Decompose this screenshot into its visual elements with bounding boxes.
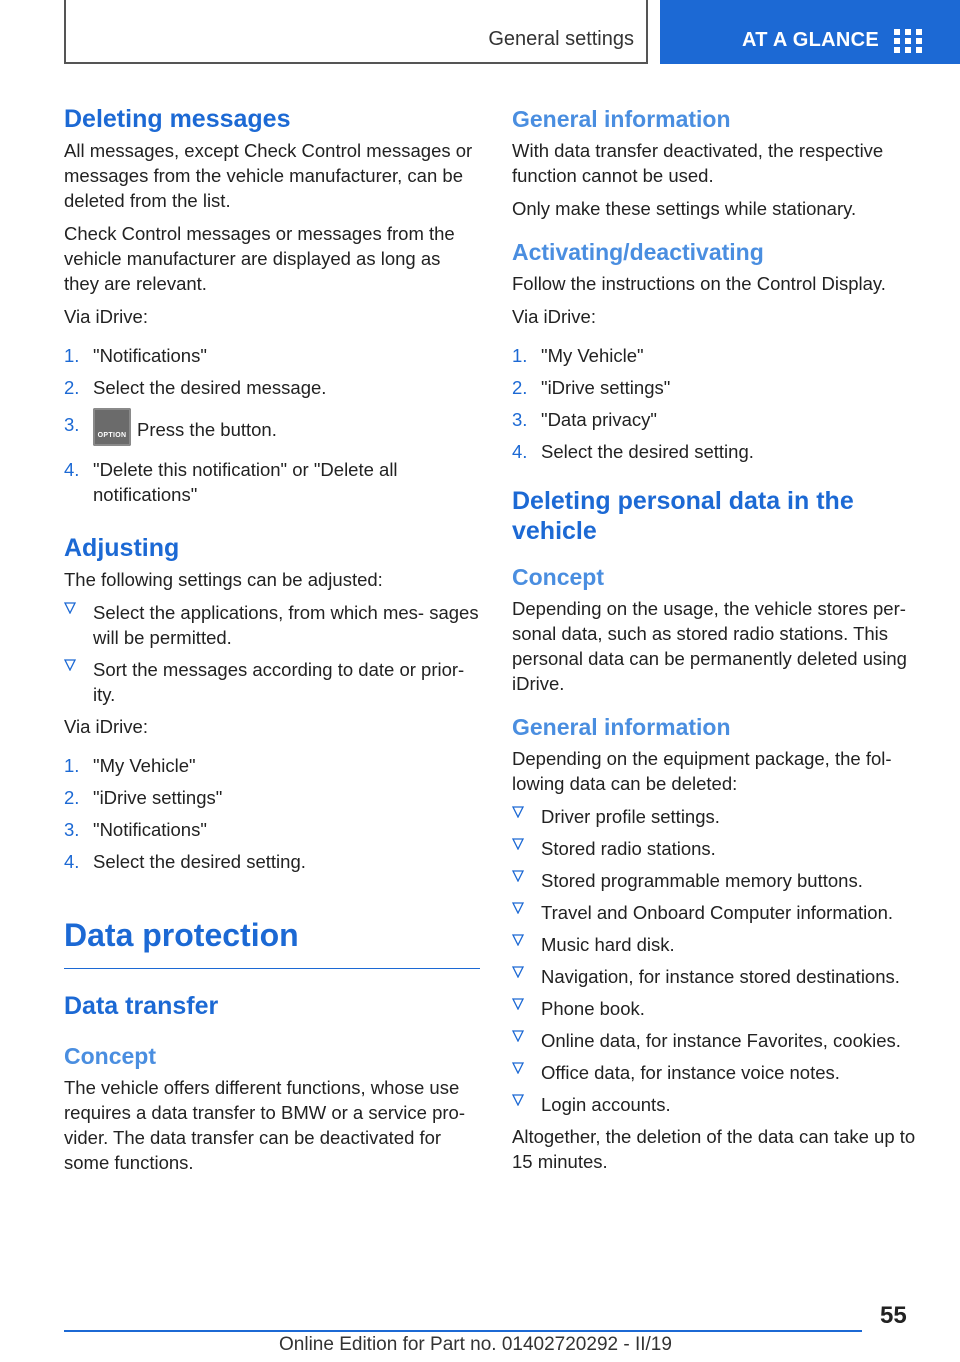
- heading-data-transfer: Data transfer: [64, 992, 219, 1020]
- bullet-text: Travel and Onboard Computer information.: [541, 902, 894, 923]
- left-column: [64, 98, 480, 1183]
- step-text: "Notifications": [93, 345, 207, 366]
- list-item: [512, 900, 922, 925]
- step-number: 1.: [512, 345, 528, 366]
- step-text: "My Vehicle": [541, 345, 644, 366]
- step-number: 3.: [64, 414, 80, 435]
- list-item: [512, 932, 922, 957]
- bullet-text: Sort the messages according to date or prior‐ ity.: [93, 659, 465, 705]
- step-text: Select the desired message.: [93, 377, 327, 398]
- triangle-bullet-icon: [64, 659, 76, 671]
- heading-activating-deactivating: Activating/deactivating: [512, 239, 764, 265]
- header-section-label: AT A GLANCE: [742, 29, 879, 51]
- heading-general-information: General information: [512, 714, 731, 740]
- grid-menu-icon[interactable]: [894, 29, 922, 53]
- step-number: 2.: [64, 377, 80, 398]
- bullet-text: Navigation, for instance stored destinations.: [541, 966, 900, 987]
- bullet-text: Login accounts.: [541, 1094, 671, 1115]
- triangle-bullet-icon: [512, 870, 524, 882]
- heading-concept: Concept: [512, 564, 604, 590]
- heading-general-information: General information: [512, 106, 731, 132]
- triangle-bullet-icon: [512, 966, 524, 978]
- list-item: [64, 412, 480, 450]
- list-item: [512, 804, 922, 829]
- paragraph: Check Control messages or messages from the vehicle manufacturer are displayed as long as they are relevant.: [64, 223, 455, 294]
- steps-list: [512, 343, 922, 464]
- triangle-bullet-icon: [512, 934, 524, 946]
- list-item: [512, 343, 922, 368]
- list-item: [64, 817, 480, 842]
- step-text: "Data privacy": [541, 409, 657, 430]
- list-item: [512, 375, 922, 400]
- list-item: [512, 407, 922, 432]
- footer-edition: Online Edition for Part no. 01402720292 - II/19: [279, 1334, 672, 1355]
- step-number: 2.: [512, 377, 528, 398]
- triangle-bullet-icon: [512, 1030, 524, 1042]
- bullet-text: Office data, for instance voice notes.: [541, 1062, 840, 1083]
- triangle-bullet-icon: [512, 838, 524, 850]
- right-column: [512, 98, 922, 1182]
- step-number: 4.: [64, 851, 80, 872]
- paragraph: Altogether, the deletion of the data can take up to 15 minutes.: [512, 1126, 916, 1172]
- heading-concept: Concept: [64, 1043, 156, 1069]
- paragraph: The following settings can be adjusted:: [64, 569, 383, 590]
- step-text: "My Vehicle": [93, 755, 196, 776]
- triangle-bullet-icon: [512, 1094, 524, 1106]
- steps-list: [64, 343, 480, 507]
- triangle-bullet-icon: [512, 998, 524, 1010]
- page-number: 55: [880, 1302, 907, 1329]
- bullet-text: Stored radio stations.: [541, 838, 716, 859]
- step-text: "iDrive settings": [93, 787, 223, 808]
- bullet-text: Select the applications, from which mes‐ sages will be permitted.: [93, 602, 479, 648]
- paragraph: All messages, except Check Control messages or messages from the vehicle manufacturer, can be deleted from the list.: [64, 140, 473, 211]
- list-item: [64, 600, 480, 650]
- step-number: 1.: [64, 345, 80, 366]
- steps-list: [64, 753, 480, 874]
- step-text: "Notifications": [93, 819, 207, 840]
- header-title: General settings: [488, 28, 634, 50]
- paragraph: The vehicle offers different functions, whose use requires a data transfer to BMW or a service pro‐ vider. The data transfer can be deactivated for some functions.: [64, 1077, 465, 1173]
- heading-deleting-personal-data: Deleting personal data in the vehicle: [512, 487, 854, 545]
- option-button-icon: [93, 408, 131, 446]
- heading-adjusting: Adjusting: [64, 534, 180, 562]
- bullet-text: Music hard disk.: [541, 934, 675, 955]
- triangle-bullet-icon: [512, 1062, 524, 1074]
- via-idrive-label: Via iDrive:: [64, 716, 148, 737]
- triangle-bullet-icon: [512, 806, 524, 818]
- list-item: [512, 836, 922, 861]
- list-item: [64, 375, 480, 400]
- step-text: Select the desired setting.: [541, 441, 754, 462]
- bullet-text: Online data, for instance Favorites, cookies.: [541, 1030, 901, 1051]
- step-number: 3.: [512, 409, 528, 430]
- paragraph: Depending on the equipment package, the fol‐ lowing data can be deleted:: [512, 748, 892, 794]
- step-text: Select the desired setting.: [93, 851, 306, 872]
- bullet-text: Phone book.: [541, 998, 645, 1019]
- header-section-tab[interactable]: [660, 0, 960, 64]
- step-number: 4.: [512, 441, 528, 462]
- list-item: [64, 343, 480, 368]
- list-item: [512, 964, 922, 989]
- via-idrive-label: Via iDrive:: [512, 306, 596, 327]
- heading-deleting-messages: Deleting messages: [64, 105, 291, 133]
- list-item: [64, 849, 480, 874]
- bullet-text: Stored programmable memory buttons.: [541, 870, 863, 891]
- step-text: Press the button.: [137, 418, 277, 440]
- list-item: [512, 1060, 922, 1085]
- paragraph: Follow the instructions on the Control Display.: [512, 273, 886, 294]
- step-text: "Delete this notification" or "Delete all notifications": [93, 459, 398, 505]
- option-button-label: OPTION: [97, 432, 127, 439]
- step-number: 2.: [64, 787, 80, 808]
- paragraph: With data transfer deactivated, the respective function cannot be used.: [512, 140, 884, 186]
- heading-data-protection: Data protection: [64, 914, 480, 969]
- step-number: 1.: [64, 755, 80, 776]
- triangle-bullet-icon: [512, 902, 524, 914]
- list-item: [512, 1028, 922, 1053]
- list-item: [512, 868, 922, 893]
- list-item: [64, 785, 480, 810]
- list-item: [512, 996, 922, 1021]
- step-number: 4.: [64, 459, 80, 480]
- triangle-bullet-icon: [64, 602, 76, 614]
- list-item: [512, 439, 922, 464]
- bullet-list: [512, 804, 922, 1117]
- bullet-text: Driver profile settings.: [541, 806, 720, 827]
- list-item: [64, 657, 480, 707]
- step-number: 3.: [64, 819, 80, 840]
- list-item: [512, 1092, 922, 1117]
- list-item: [64, 753, 480, 778]
- bullet-list: [64, 600, 480, 707]
- list-item: [64, 457, 480, 507]
- step-text: "iDrive settings": [541, 377, 671, 398]
- via-idrive-label: Via iDrive:: [64, 306, 148, 327]
- footer-divider: [64, 1330, 862, 1332]
- paragraph: Only make these settings while stationary.: [512, 198, 857, 219]
- paragraph: Depending on the usage, the vehicle stores per‐ sonal data, such as stored radio stations. This personal data can be permanently deleted using iDrive.: [512, 598, 907, 694]
- header-left-box: [64, 0, 648, 64]
